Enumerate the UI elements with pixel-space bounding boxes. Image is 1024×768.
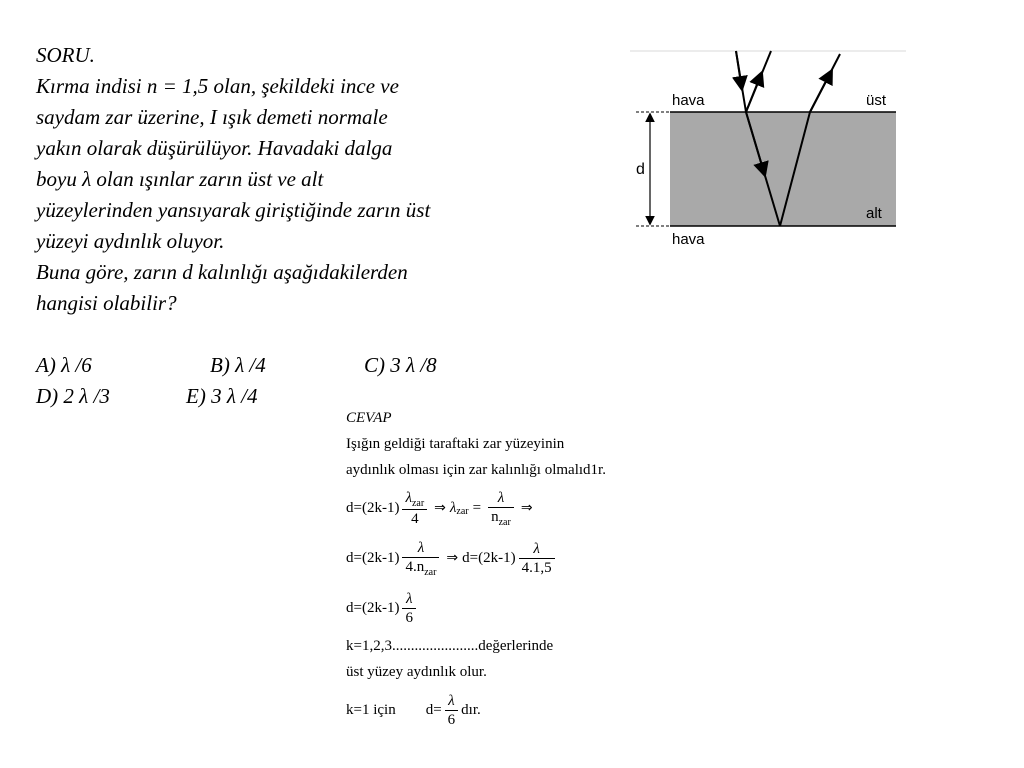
answer-title: CEVAP bbox=[346, 410, 392, 426]
answer-line: Işığın geldiği taraftaki zar yüzeyinin bbox=[346, 436, 565, 452]
answer-block bbox=[346, 405, 686, 735]
option-d: D) 2 λ /3 bbox=[36, 384, 110, 408]
question-line: yüzeyi aydınlık oluyor. bbox=[36, 229, 225, 253]
implies-symbol: ⇒ bbox=[434, 500, 446, 516]
option-c: C) 3 λ /8 bbox=[364, 353, 437, 377]
question-title: SORU. bbox=[36, 43, 95, 67]
label-hava-bottom: hava bbox=[672, 231, 705, 248]
answer-line: üst yüzey aydınlık olur. bbox=[346, 664, 487, 680]
question-block bbox=[36, 40, 536, 412]
answer-line: k=1,2,3.......................değerlerinde bbox=[346, 638, 554, 654]
implies-symbol: ⇒ bbox=[520, 500, 533, 516]
thin-film-diagram bbox=[630, 48, 906, 250]
equation-4: k=1 için d= $\frac{\lambda}{6}$ dır. bbox=[346, 692, 481, 728]
fraction: $\frac{\lambda_{zar}}{4}$ bbox=[402, 490, 427, 527]
label-ust: üst bbox=[866, 92, 887, 109]
options-row-1 bbox=[36, 350, 536, 381]
fraction: $\frac{\lambda}{6}$ bbox=[402, 591, 416, 626]
equation-3: d=(2k-1) $\frac{\lambda}{6}$ bbox=[346, 583, 686, 633]
film-layer bbox=[670, 112, 896, 226]
question-line: saydam zar üzerine, I ışık demeti normale bbox=[36, 105, 388, 129]
question-line: hangisi olabilir? bbox=[36, 291, 177, 315]
question-line: Kırma indisi n = 1,5 olan, şekildeki ince ve bbox=[36, 74, 399, 98]
equation-2: d=(2k-1) $\frac{\lambda}{4.n_{zar}}$ ⇒ d=(2k-1) $\frac{\lambda}{4.1,5}$ bbox=[346, 533, 686, 583]
equation-1: d=(2k-1) $\frac{\lambda_{zar}}{4}$ ⇒ λ zar = $\frac{\lambda}{n_{zar}}$ ⇒ bbox=[346, 489, 533, 528]
option-b: B) λ /4 bbox=[210, 353, 266, 377]
option-e: E) 3 λ /4 bbox=[186, 384, 258, 408]
question-line: Buna göre, zarın d kalınlığı aşağıdakilerden bbox=[36, 260, 408, 284]
question-line: yüzeylerinden yansıyarak giriştiğinde zarın üst bbox=[36, 198, 431, 222]
question-line: boyu λ olan ışınlar zarın üst ve alt bbox=[36, 167, 324, 191]
implies-symbol: ⇒ bbox=[446, 550, 459, 566]
question-line: yakın olarak düşürülüyor. Havadaki dalga bbox=[36, 136, 393, 160]
answer-line: aydınlık olması için zar kalınlığı olmalıd1r. bbox=[346, 462, 606, 478]
label-d: d bbox=[636, 161, 645, 178]
fraction: $\frac{\lambda}{4.1,5}$ bbox=[519, 541, 555, 576]
label-alt: alt bbox=[866, 205, 882, 222]
option-a: A) λ /6 bbox=[36, 353, 92, 377]
label-hava-top: hava bbox=[672, 92, 705, 109]
fraction: $\frac{\lambda}{6}$ bbox=[445, 693, 459, 728]
fraction: $\frac{\lambda}{4.n_{zar}}$ bbox=[402, 540, 439, 577]
fraction: $\frac{\lambda}{n_{zar}}$ bbox=[488, 490, 514, 527]
